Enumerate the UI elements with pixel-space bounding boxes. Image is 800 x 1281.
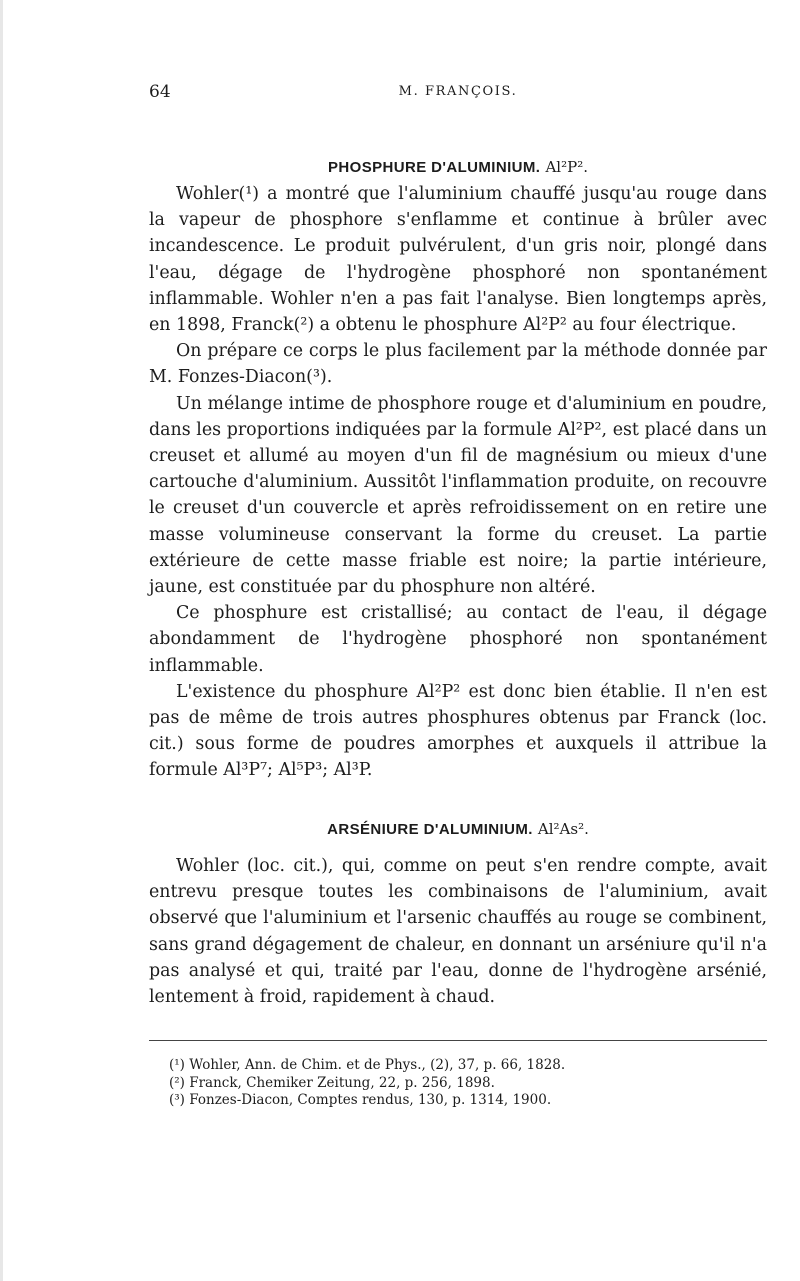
paragraph: Wohler(¹) a montré que l'aluminium chauffé jusqu'au rouge dans la vapeur de phosphore s'enflamme et continue à brûler avec incandescence. Le produit pulvérulent, d'un gris noir, plongé dans l'eau, dégage de l'hydrogène phosphoré non spontanément inflammable. Wohler n'en a pas fait l'analyse. Bien longtemps après, en 1898, Franck(²) a obtenu le phosphure Al²P² au four électrique. bbox=[149, 184, 767, 336]
footnote: (³) Fonzes-Diacon, Comptes rendus, 130, p. 1314, 1900. bbox=[169, 1092, 552, 1108]
section-title-text: PHOSPHURE D'ALUMINIUM. bbox=[328, 159, 541, 176]
section-title-arseniure bbox=[149, 819, 767, 838]
section-body-phosphure bbox=[149, 181, 767, 784]
book-page bbox=[149, 0, 767, 1281]
footnotes bbox=[169, 1057, 767, 1110]
page-number: 64 bbox=[149, 82, 171, 102]
footnote: (¹) Wohler, Ann. de Chim. et de Phys., (2), 37, p. 66, 1828. bbox=[169, 1057, 566, 1073]
footnote: (²) Franck, Chemiker Zeitung, 22, p. 256, 1898. bbox=[169, 1074, 495, 1091]
section-formula: Al²P². bbox=[545, 158, 588, 176]
section-body-arseniure bbox=[149, 853, 767, 1010]
paragraph: L'existence du phosphure Al²P² est donc bien établie. Il n'en est pas de même de trois autres phosphures obtenus par Franck (loc. cit.) sous forme de poudres amorphes et auxquels il attribue la formule Al³P⁷; Al⁵P³; Al³P. bbox=[149, 681, 767, 781]
paragraph: Wohler (loc. cit.), qui, comme on peut s'en rendre compte, avait entrevu presque toutes les combinaisons de l'aluminium, avait observé que l'aluminium et l'arsenic chauffés au rouge se combinent, sans grand dégagement de chaleur, en donnant un arséniure qu'il n'a pas analysé et qui, traité par l'eau, donne de l'hydrogène arsénié, lentement à froid, rapidement à chaud. bbox=[149, 856, 767, 1008]
section-title-text: ARSÉNIURE D'ALUMINIUM. bbox=[327, 821, 533, 838]
paragraph: Ce phosphure est cristallisé; au contact de l'eau, il dégage abondamment de l'hydrogène phosphoré non spontanément inflammable. bbox=[149, 603, 767, 676]
section-formula: Al²As². bbox=[537, 820, 589, 838]
scan-edge bbox=[0, 0, 3, 1281]
section-title-phosphure bbox=[149, 157, 767, 176]
footnote-rule bbox=[149, 1040, 767, 1041]
paragraph: On prépare ce corps le plus facilement par la méthode donnée par M. Fonzes-Diacon(³). bbox=[149, 341, 767, 388]
page-header bbox=[149, 82, 767, 106]
running-title: M. FRANÇOIS. bbox=[398, 84, 518, 99]
paragraph: Un mélange intime de phosphore rouge et d'aluminium en poudre, dans les proportions indiquées par la formule Al²P², est placé dans un creuset et allumé au moyen d'un fil de magnésium ou mieux d'une cartouche d'aluminium. Aussitôt l'inflammation produite, on recouvre le creuset d'un couvercle et après refroidissement on en retire une masse volumineuse conservant la forme du creuset. La partie extérieure de cette masse friable est noire; la partie intérieure, jaune, est constituée par du phosphure non altéré. bbox=[149, 393, 767, 598]
